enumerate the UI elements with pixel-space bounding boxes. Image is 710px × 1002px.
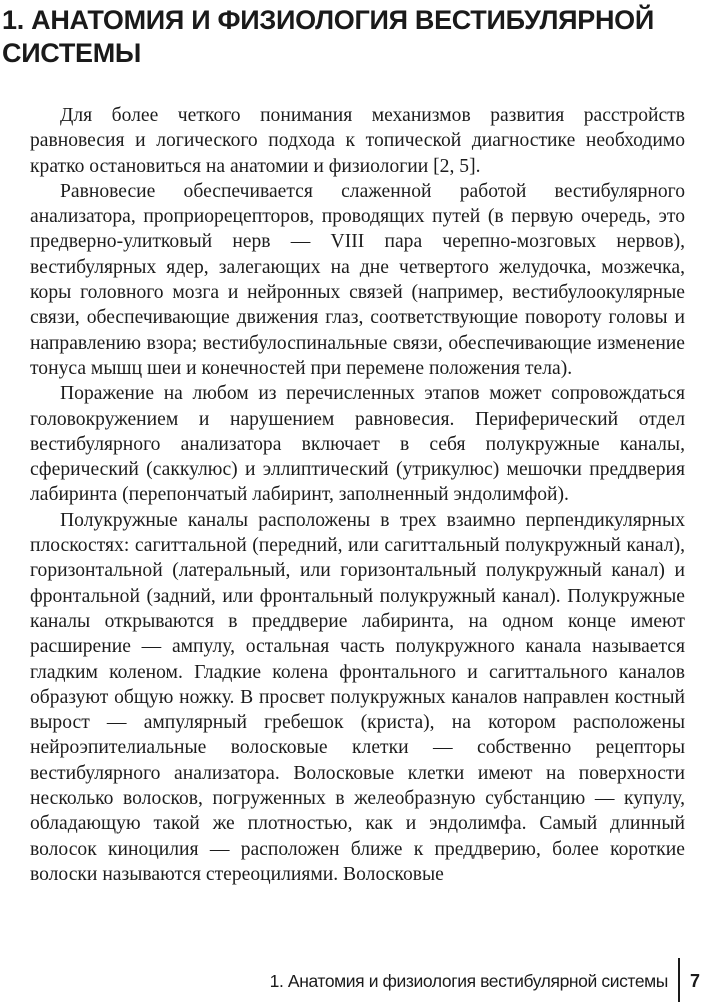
paragraph: Равновесие обеспечивается слаженной работой вестибулярного анализатора, проприорецепторов, проводящих путей (в первую очередь, это предверно-улитковый нерв — VIII пара черепно-мозговых нервов), вестибулярных ядер, залегающих на дне четвертого желудочка, мозжечка, коры головного мозга и нейронных связей (например, вестибулоокулярные связи, обеспечивающие движения глаз, соответствующие повороту головы и направлению взора; вестибулоспинальные связи, обеспечивающие изменение тонуса мышц шеи и конечностей при перемене положения тела). bbox=[30, 180, 685, 379]
paragraph: Полукружные каналы расположены в трех взаимно перпендикулярных плоскостях: сагиттальной (передний, или сагиттальный полукружный канал), горизонтальной (латеральный, или горизонтальный полукружный канал) и фронтальной (задний, или фронтальный полукружный канал). Полукружные каналы открываются в преддверие лабиринта, на одном конце имеют расширение — ампулу, остальная часть полукружного канала называется гладким коленом. Гладкие колена фронтального и сагиттального каналов образуют общую ножку. В просвет полукружных каналов направлен костный вырост — ампулярный гребешок (криста), на котором расположены нейроэпителиальные волосковые клетки — собственно рецепторы вестибулярного анализатора. Волосковые клетки имеют на поверхности несколько волосков, погруженных в желеобразную субстанцию — купулу, обладающую такой же плотностью, как и эндолимфа. Самый длинный волосок киноцилия — расположен ближе к преддверию, более короткие волоски называются стереоцилиями. Волосковые bbox=[30, 509, 685, 885]
page-number: 7 bbox=[689, 970, 700, 991]
running-title: 1. Анатомия и физиология вестибулярной системы bbox=[269, 970, 668, 991]
page-footer bbox=[270, 960, 700, 1002]
body-text bbox=[30, 103, 685, 887]
paragraph: Для более четкого понимания механизмов развития расстройств равновесия и логического подхода к топической диагностике необходимо кратко остановиться на анатомии и физиологии [2, 5]. bbox=[30, 105, 685, 177]
paragraph: Поражение на любом из перечисленных этапов может сопровождаться головокружением и нарушением равновесия. Периферический отдел вестибулярного анализатора включает в себя полукружные каналы, сферический (саккулюс) и эллиптический (утрикулюс) мешочки преддверия лабиринта (перепончатый лабиринт, заполненный эндолимфой). bbox=[30, 383, 685, 506]
chapter-title: 1. АНАТОМИЯ И ФИЗИОЛОГИЯ ВЕСТИБУЛЯРНОЙ СИСТЕМЫ bbox=[2, 5, 654, 68]
